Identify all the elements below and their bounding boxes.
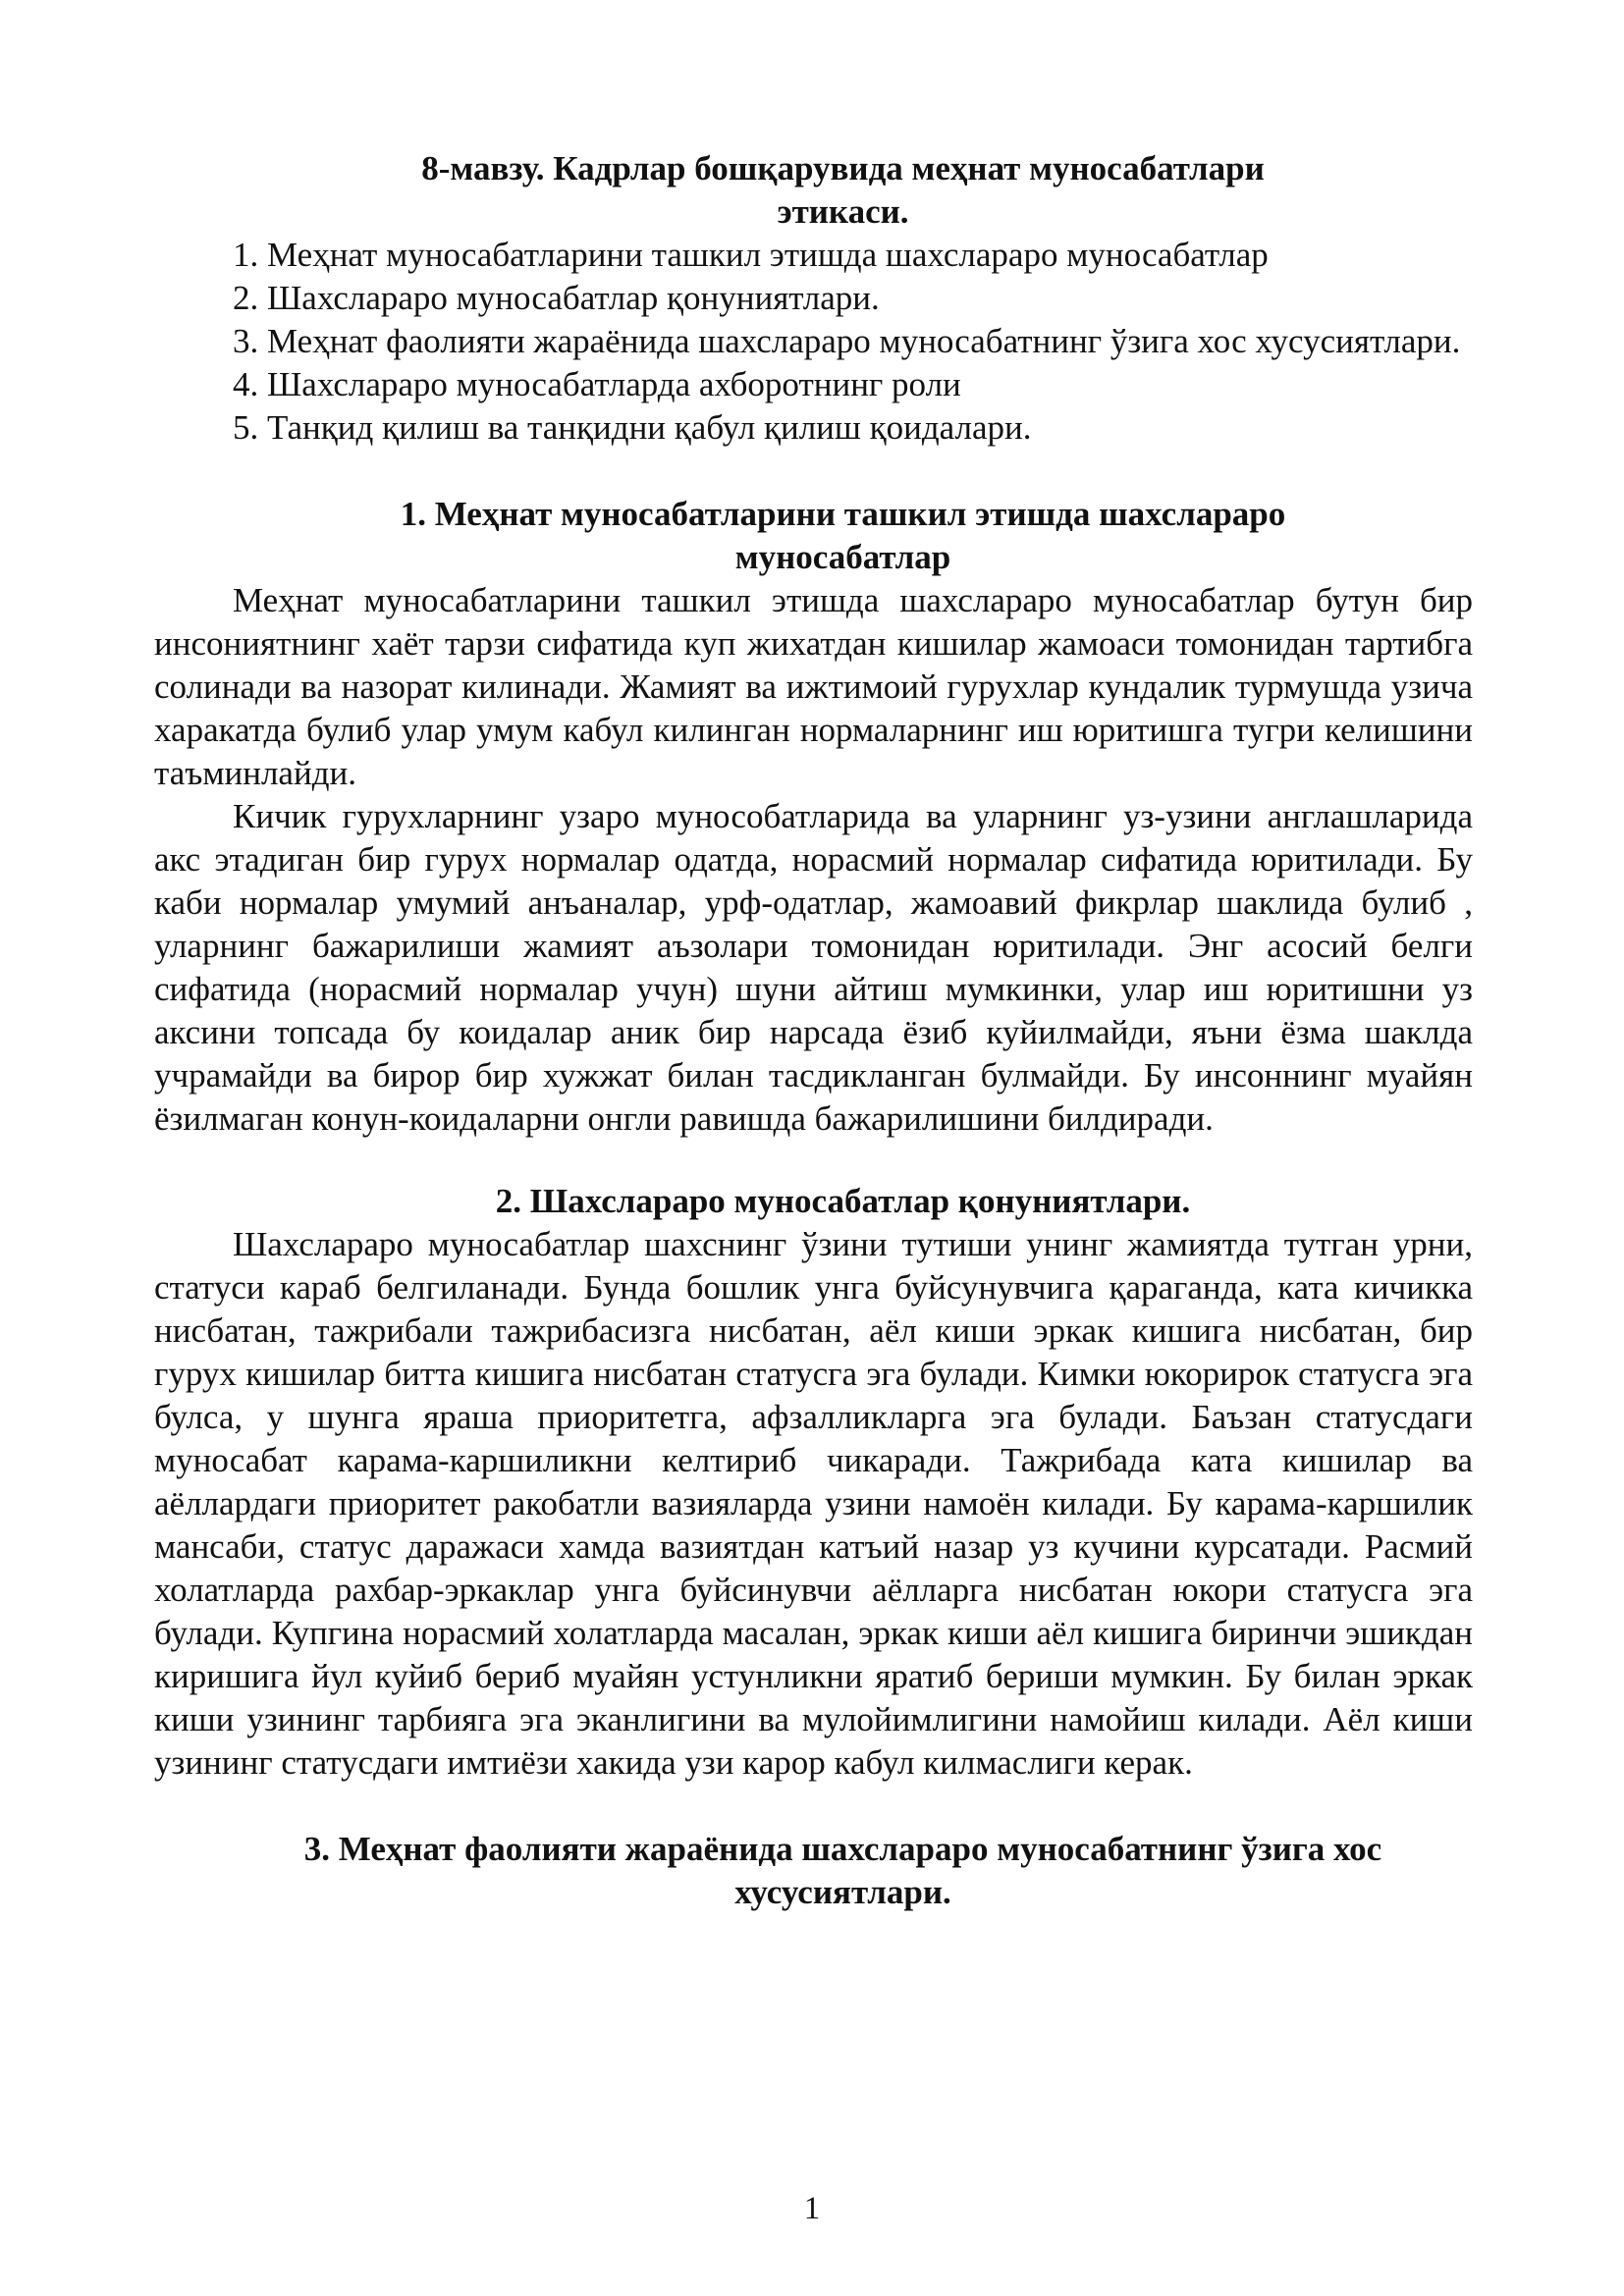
section-1-paragraph: Меҳнат муносабатларини ташкил этишда шахслараро муносабатлар бутун бир инсониятнинг хаёт тарзи сифатида куп жихатдан кишилар жамоаси томонидан тартибга солинади ва назорат килинади. Жамият ва ижтимоий гурухлар кундалик турмушда узича харакатда булиб улар умум кабул килинган нормаларнинг иш юритишга тугри келишини таъминлайди.: [154, 581, 1473, 792]
section-3-heading-line-2: хусусиятлари.: [734, 1873, 951, 1911]
outline-item: 1. Меҳнат муносабатларини ташкил этишда шахслараро муносабатлар: [233, 236, 1269, 274]
document-page: [154, 147, 1473, 1914]
section-2-paragraph: Шахслараро муносабатлар шахснинг ўзини тутиши унинг жамиятда тутган урни, статуси караб белгиланади. Бунда бошлик унга буйсунувчига қараганда, ката кичикка нисбатан, тажрибали тажрибасизга нисбатан, аёл киши эркак кишига нисбатан, бир гурух кишилар битта кишига нисбатан статусга эга булади. Кимки юкорирок статусга эга булса, у шунга яраша приоритетга, афзалликларга эга булади. Баъзан статусдаги муносабат карама-каршиликни келтириб чикаради. Тажрибада ката кишилар ва аёллардаги приоритет ракобатли вазияларда узини намоён килади. Бу карама-каршилик мансаби, статус даражаси хамда вазиятдан катъий назар уз кучини курсатади. Расмий холатларда рахбар-эркаклар унга буйсинувчи аёлларга нисбатан юкори статусга эга булади. Купгина норасмий холатларда масалан, эркак киши аёл кишига биринчи эшикдан киришига йул куйиб бериб муайян устунликни яратиб бериши мумкин. Бу билан эркак киши узининг тарбияга эга эканлигини ва мулойимлигини намойиш килади. Аёл киши узининг статусдаги имтиёзи хакида узи карор кабул килмаслиги керак.: [154, 1225, 1473, 1782]
document-title-line-2: этикаси.: [777, 192, 909, 231]
topic-outline: [154, 234, 1473, 450]
section-2-heading: 2. Шахслараро муносабатлар қонуниятлари.: [495, 1182, 1191, 1220]
section-3-heading-line-1: 3. Меҳнат фаолияти жараёнида шахслараро муносабатнинг ўзига хос: [303, 1830, 1382, 1868]
outline-item: 5. Танқид қилиш ва танқидни қабул қилиш қоидалари.: [233, 408, 1032, 447]
outline-item: 2. Шахслараро муносабатлар қонуниятлари.: [233, 279, 880, 317]
section-3-heading: [154, 1828, 1473, 1914]
section-1-heading: [154, 493, 1473, 579]
page-number: 1: [803, 2191, 821, 2226]
section-1-heading-line-1: 1. Меҳнат муносабатларини ташкил этишда шахслараро: [400, 495, 1286, 533]
document-title-line-1: 8-мавзу. Кадрлар бошқарувида меҳнат муносабатлари: [421, 149, 1265, 187]
section-1-paragraph: Кичик гурухларнинг узаро мунособатларида ва уларнинг уз-узини англашларида акс этадиган бир гурух нормалар одатда, норасмий нормалар сифатида юритилади. Бу каби нормалар умумий анъаналар, урф-одатлар, жамоавий фикрлар шаклида булиб , уларнинг бажарилиши жамият аъзолари томонидан юритилади. Энг асосий белги сифатида (норасмий нормалар учун) шуни айтиш мумкинки, улар иш юритишни уз аксини топсада бу коидалар аник бир нарсада ёзиб куйилмайди, яъни ёзма шаклда учрамайди ва бирор бир хужжат билан тасдикланган булмайди. Бу инсоннинг муайян ёзилмаган конун-коидаларни онгли равишда бажарилишини билдиради.: [154, 797, 1473, 1138]
section-1-heading-line-2: муносабатлар: [734, 538, 951, 576]
document-title: [154, 147, 1473, 234]
outline-item: 3. Меҳнат фаолияти жараёнида шахслараро муносабатнинг ўзига хос хусусиятлари.: [233, 322, 1461, 360]
outline-item: 4. Шахслараро муносабатларда ахборотнинг роли: [233, 365, 961, 403]
